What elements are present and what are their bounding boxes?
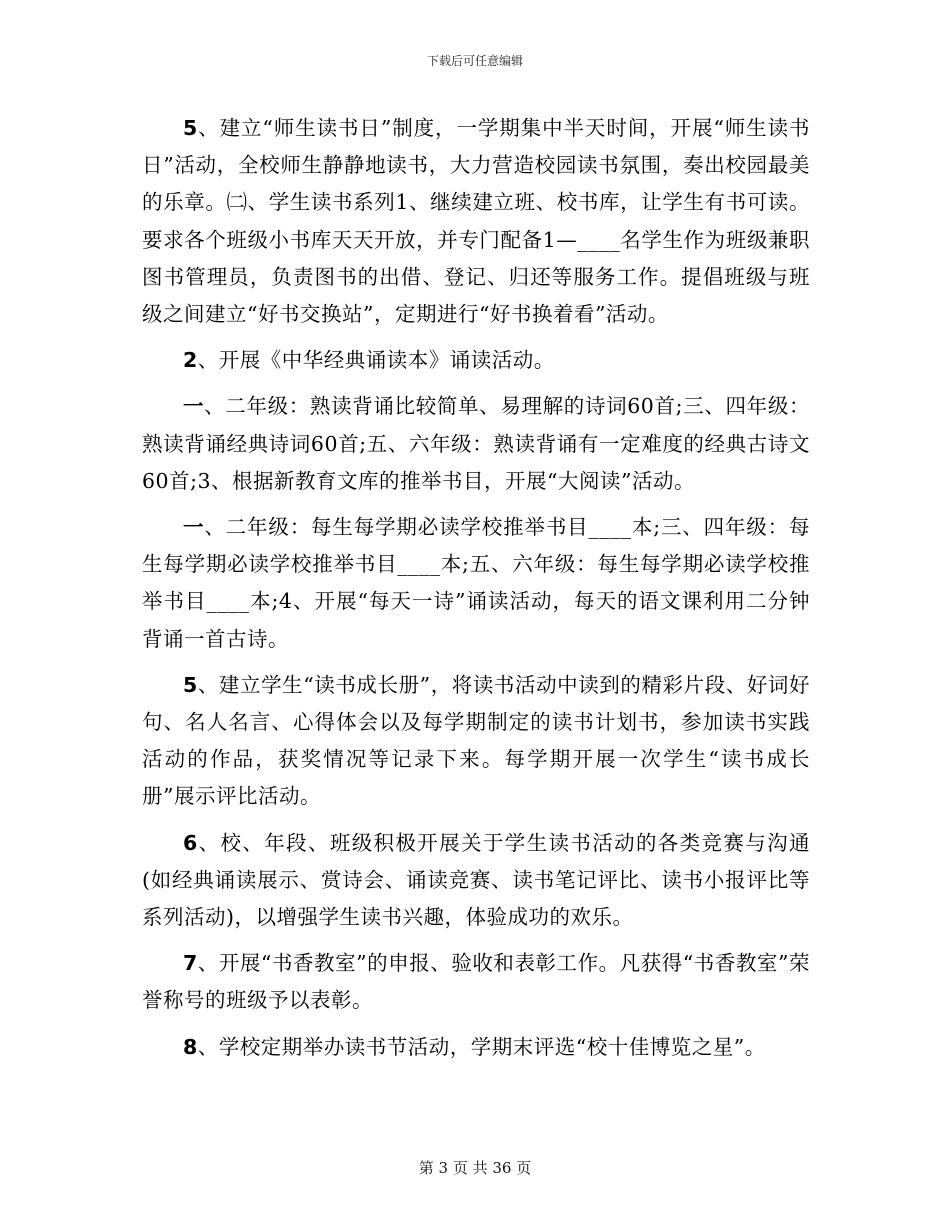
paragraph-text: 、建立学生“读书成长册”，将读书活动中读到的精彩片段、好词好句、名人名言、心得体会以及每学期制定的读书计划书，参加读书实践活动的作品，获奖情况等记录下来。每学期开展一次学生“读书成长册”展示评比活动。 bbox=[142, 672, 810, 809]
paragraph-4 bbox=[142, 509, 810, 658]
paragraph-number: 6 bbox=[183, 830, 198, 855]
paragraph-3 bbox=[142, 388, 810, 500]
paragraph-2 bbox=[142, 342, 810, 379]
paragraph-text: 、学校定期举办读书节活动，学期末评选“校十佳博览之星”。 bbox=[197, 1034, 766, 1059]
page-footer: 第 3 页 共 36 页 bbox=[418, 1159, 532, 1177]
paragraph-number: 8 bbox=[183, 1034, 198, 1059]
paragraph-number: 一 bbox=[183, 515, 205, 540]
paragraph-1 bbox=[142, 110, 810, 333]
paragraph-number: 2 bbox=[183, 348, 198, 373]
paragraph-text: 、校、年段、班级积极开展关于学生读书活动的各类竞赛与沟通(如经典诵读展示、赏诗会、诵读竞赛、读书笔记评比、读书小报评比等系列活动)，以增强学生读书兴趣，体验成功的欢乐。 bbox=[142, 830, 810, 930]
paragraph-6 bbox=[142, 825, 810, 937]
paragraph-text: 、建立“师生读书日”制度，一学期集中半天时间，开展“师生读书日”活动，全校师生静静地读书，大力营造校园读书氛围，奏出校园最美的乐章。㈡、学生读书系列1、继续建立班、校书库，让学生有书可读。要求各个班级小书库天天开放，并专门配备1—____名学生作为班级兼职图书管理员，负责图书的出借、登记、归还等服务工作。提倡班级与班级之间建立“好书交换站”，定期进行“好书换着看”活动。 bbox=[142, 116, 810, 327]
paragraph-7 bbox=[142, 945, 810, 1019]
document-body bbox=[142, 110, 810, 1066]
paragraph-text: 、开展“书香教室”的申报、验收和表彰工作。凡获得“书香教室”荣誉称号的班级予以表彰。 bbox=[142, 951, 810, 1013]
paragraph-text: 、二年级：每生每学期必读学校推举书目____本;三、四年级：每生每学期必读学校推举书目____本;五、六年级：每生每学期必读学校推举书目____本;4、开展“每天一诗”诵读活动，每天的语文课利用二分钟背诵一首古诗。 bbox=[142, 515, 810, 651]
paragraph-text: 、开展《中华经典诵读本》诵读活动。 bbox=[197, 348, 555, 373]
paragraph-number: 一 bbox=[183, 394, 205, 419]
paragraph-8 bbox=[142, 1029, 810, 1066]
paragraph-text: 、二年级：熟读背诵比较简单、易理解的诗词60首;三、四年级：熟读背诵经典诗词60首;五、六年级：熟读背诵有一定难度的经典古诗文60首;3、根据新教育文库的推举书目，开展“大阅读”活动。 bbox=[142, 394, 810, 493]
paragraph-5 bbox=[142, 667, 810, 816]
paragraph-number: 5 bbox=[183, 672, 198, 697]
paragraph-number: 7 bbox=[183, 951, 198, 976]
page-header: 下载后可任意编辑 bbox=[426, 54, 523, 68]
paragraph-number: 5 bbox=[183, 116, 198, 140]
